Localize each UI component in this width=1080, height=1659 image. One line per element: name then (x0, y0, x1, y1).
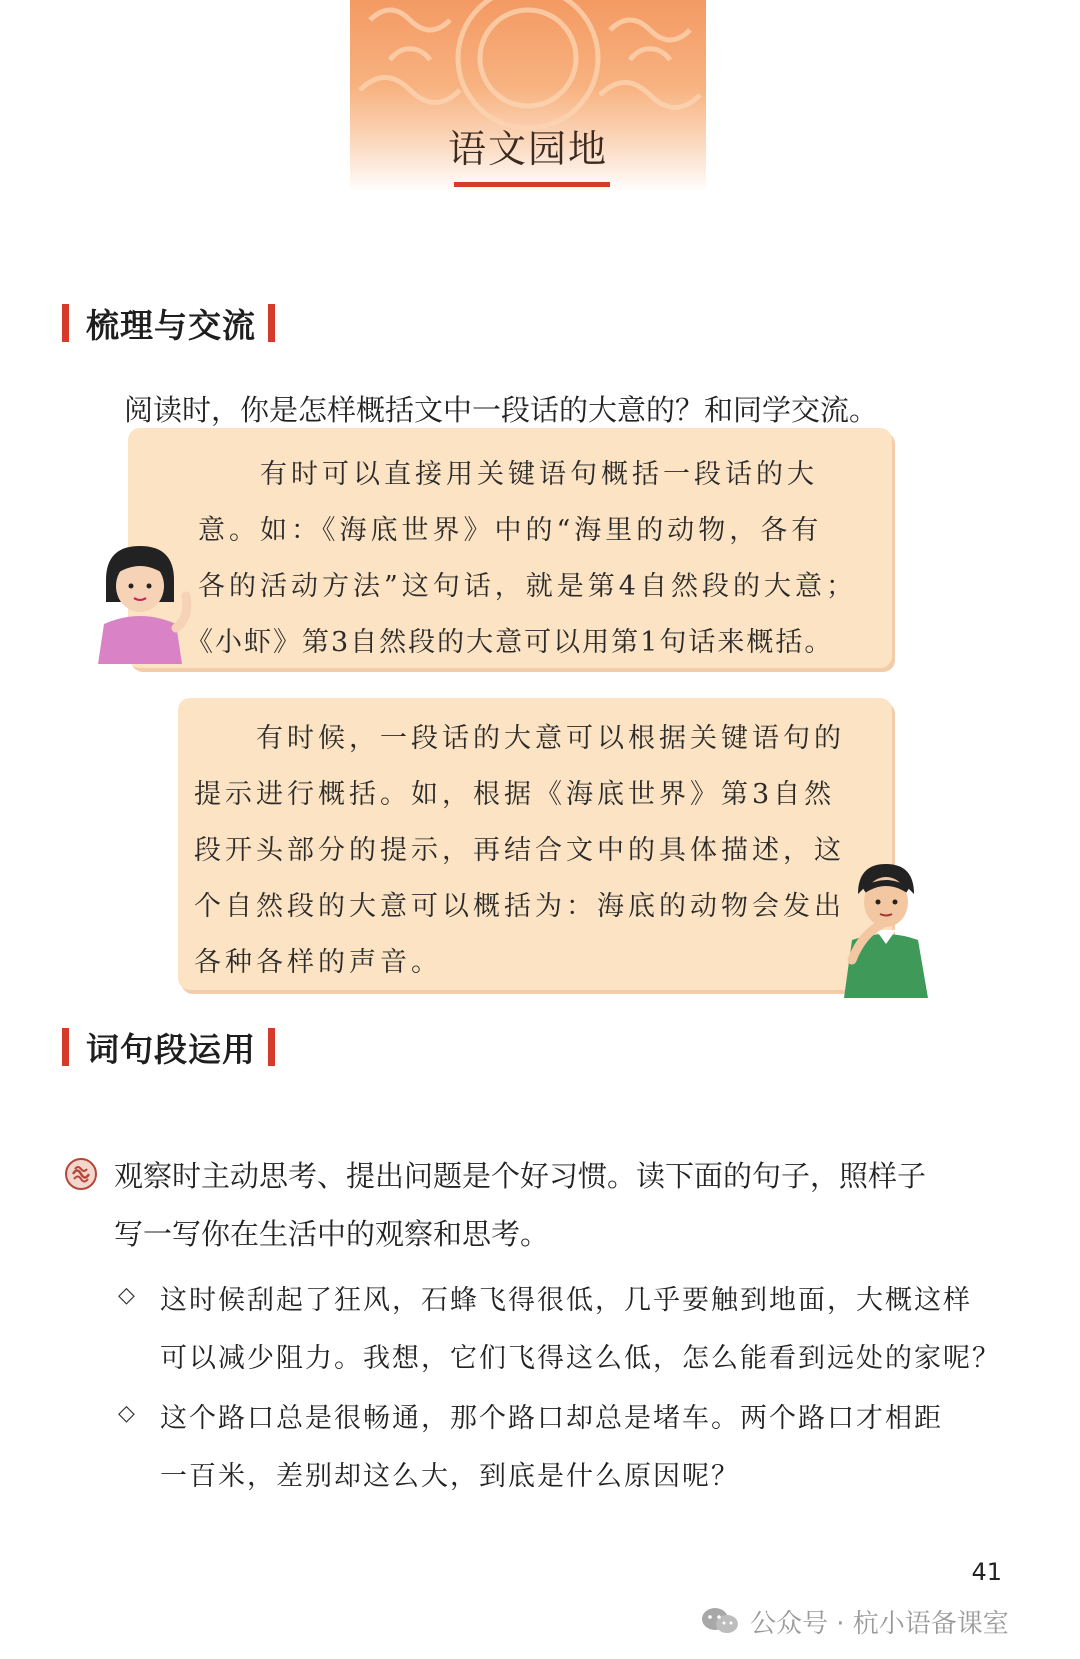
exercise-marker-icon (64, 1157, 98, 1191)
bubble-2-line: 有时候，一段话的大意可以根据关键语句的 (194, 723, 845, 754)
boy-avatar (836, 860, 930, 998)
heading-bar-right (268, 304, 275, 342)
watermark (700, 1604, 1009, 1638)
diamond-bullet-icon: ◇ (118, 1283, 135, 1308)
section-1-intro: 阅读时，你是怎样概括文中一段话的大意的？和同学交流。 (124, 393, 879, 427)
unit-banner (350, 0, 706, 192)
example-2-line-1: 这个路口总是很畅通，那个路口却总是堵车。两个路口才相距 (160, 1403, 943, 1434)
example-1-line-1: 这时候刮起了狂风，石蜂飞得很低，几乎要触到地面，大概这样 (160, 1285, 972, 1316)
page-number: 41 (971, 1558, 1002, 1586)
wechat-icon (700, 1606, 740, 1636)
bubble-1-line: 有时可以直接用关键语句概括一段话的大 (198, 459, 818, 490)
bubble-1-line: 各的活动方法”这句话，就是第4自然段的大意； (198, 571, 857, 602)
bubble-2-line: 提示进行概括。如，根据《海底世界》第3自然 (194, 779, 836, 810)
speech-bubble-2 (178, 698, 892, 990)
bubble-1-line: 意。如：《海底世界》中的“海里的动物，各有 (198, 515, 823, 546)
diamond-bullet-icon: ◇ (118, 1401, 135, 1426)
bubble-2-line: 段开头部分的提示，再结合文中的具体描述，这 (194, 835, 845, 866)
heading-bar-left (62, 304, 69, 342)
exercise-instruction-line-2: 写一写你在生活中的观察和思考。 (114, 1217, 550, 1251)
watermark-text: 公众号 · 杭小语备课室 (750, 1608, 1009, 1639)
section-heading-2-text: 词句段运用 (86, 1030, 256, 1069)
example-1-line-2: 可以减少阻力。我想，它们飞得这么低，怎么能看到远处的家呢？ (160, 1343, 1001, 1374)
section-heading-2 (62, 1024, 288, 1068)
bubble-2-line: 个自然段的大意可以概括为：海底的动物会发出 (194, 891, 845, 922)
girl-avatar (84, 540, 196, 664)
section-heading-1 (62, 300, 288, 344)
title-underline (454, 182, 610, 187)
section-heading-1-text: 梳理与交流 (86, 306, 256, 345)
speech-bubble-1 (128, 428, 892, 668)
bubble-2-line: 各种各样的声音。 (194, 947, 442, 978)
exercise-instruction-line-1: 观察时主动思考、提出问题是个好习惯。读下面的句子，照样子 (114, 1159, 927, 1193)
heading-bar-left (62, 1028, 69, 1066)
example-2-line-2: 一百米，差别却这么大，到底是什么原因呢？ (160, 1461, 740, 1492)
unit-title: 语文园地 (447, 127, 608, 171)
heading-bar-right (268, 1028, 275, 1066)
bubble-1-line: 《小虾》第3自然段的大意可以用第1句话来概括。 (186, 627, 834, 658)
